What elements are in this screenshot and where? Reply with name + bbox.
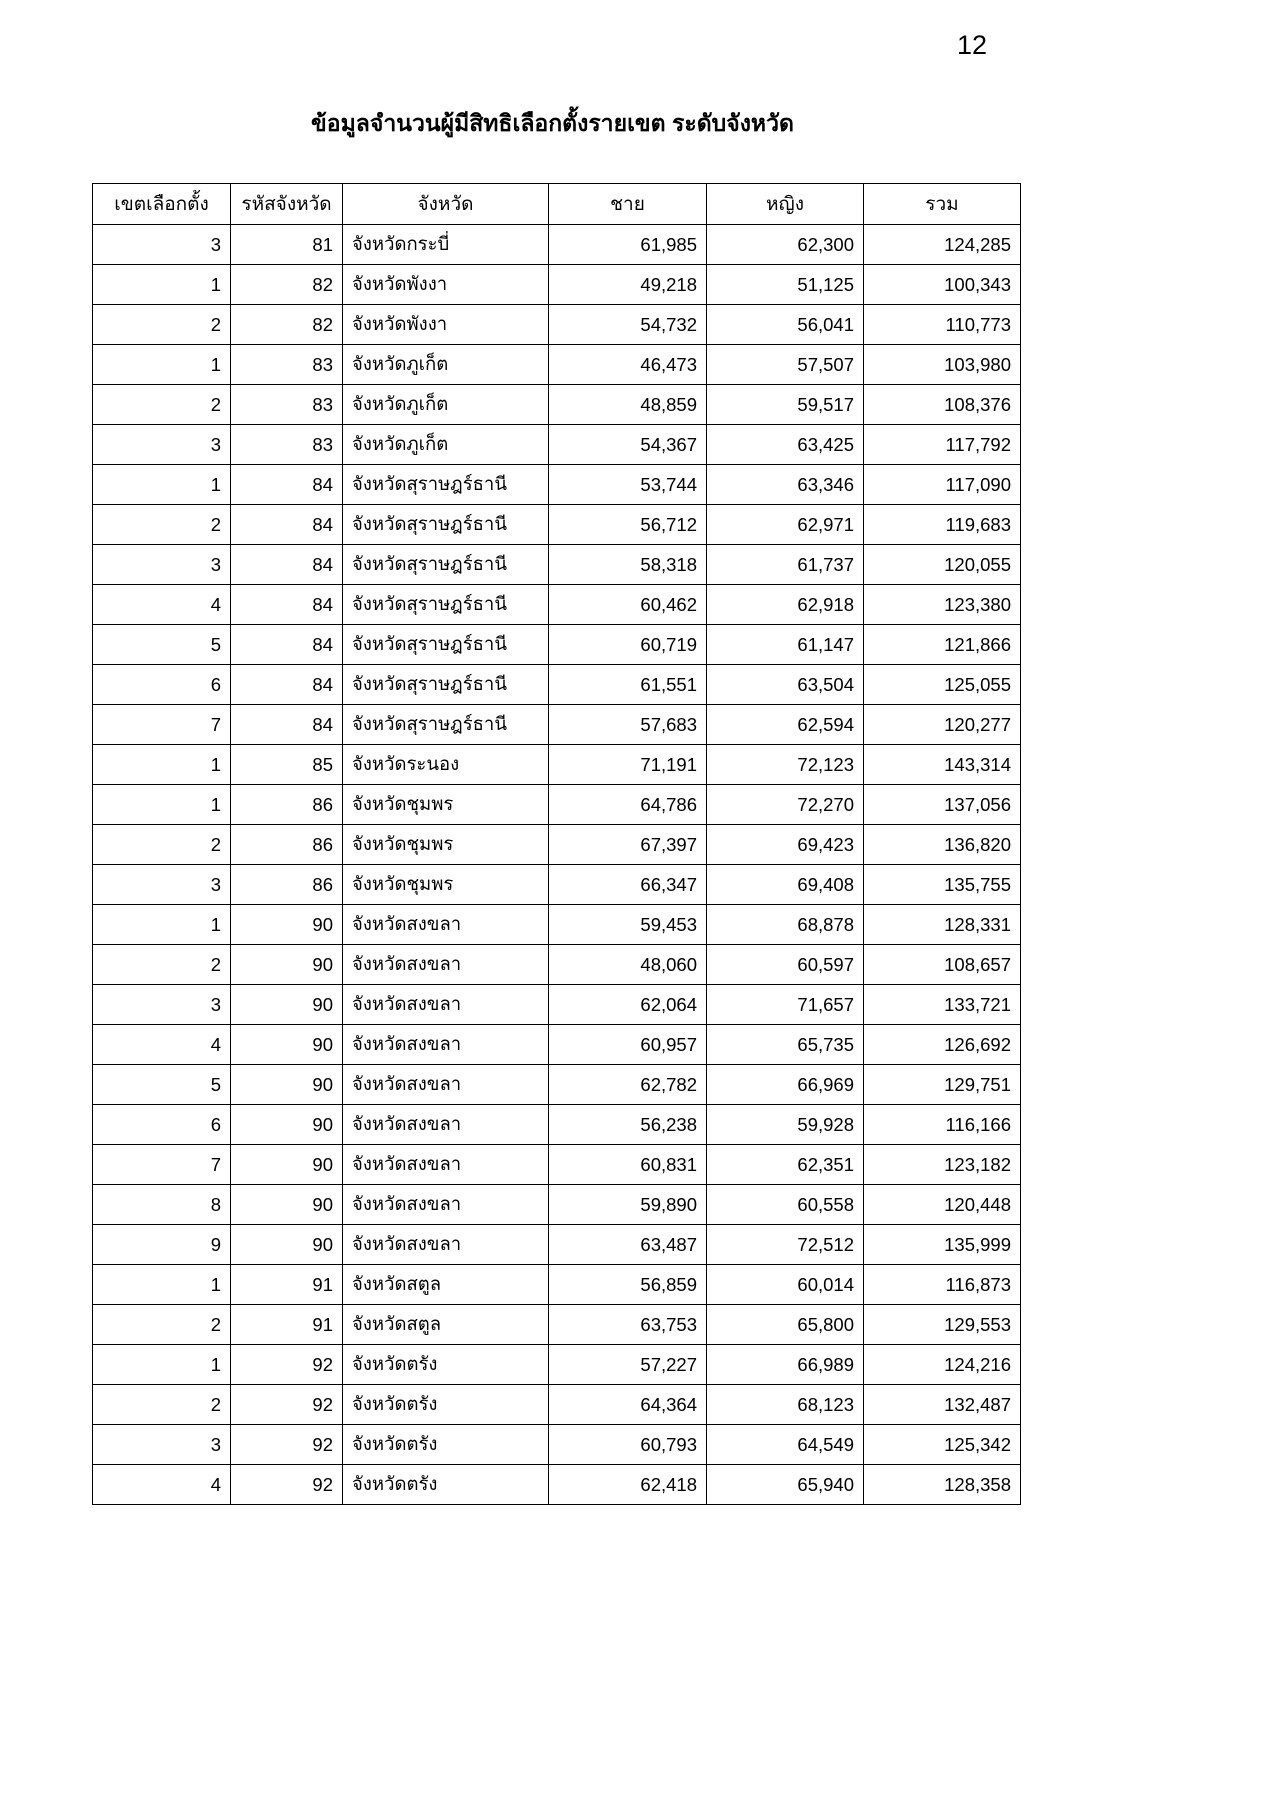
cell-total: 125,342 <box>864 1425 1021 1465</box>
cell-total: 128,331 <box>864 905 1021 945</box>
cell-province-code: 90 <box>231 1025 343 1065</box>
cell-male: 64,786 <box>549 785 707 825</box>
cell-province-code: 90 <box>231 1065 343 1105</box>
table-row <box>93 1265 1021 1305</box>
table-row <box>93 1345 1021 1385</box>
table-row <box>93 305 1021 345</box>
cell-province-code: 91 <box>231 1265 343 1305</box>
cell-province-code: 90 <box>231 1185 343 1225</box>
cell-female: 61,737 <box>707 545 864 585</box>
cell-female: 65,940 <box>707 1465 864 1505</box>
cell-female: 72,270 <box>707 785 864 825</box>
cell-total: 133,721 <box>864 985 1021 1025</box>
cell-province: จังหวัดตรัง <box>343 1465 549 1505</box>
cell-province-code: 86 <box>231 825 343 865</box>
cell-electoral-zone: 1 <box>93 465 231 505</box>
cell-province-code: 84 <box>231 625 343 665</box>
cell-electoral-zone: 2 <box>93 305 231 345</box>
cell-province: จังหวัดระนอง <box>343 745 549 785</box>
cell-male: 57,227 <box>549 1345 707 1385</box>
cell-province: จังหวัดสุราษฎร์ธานี <box>343 625 549 665</box>
cell-electoral-zone: 2 <box>93 385 231 425</box>
cell-electoral-zone: 3 <box>93 545 231 585</box>
cell-province: จังหวัดกระบี่ <box>343 225 549 265</box>
cell-province-code: 90 <box>231 905 343 945</box>
cell-electoral-zone: 7 <box>93 1145 231 1185</box>
cell-province-code: 92 <box>231 1425 343 1465</box>
cell-male: 56,712 <box>549 505 707 545</box>
cell-province: จังหวัดชุมพร <box>343 865 549 905</box>
cell-total: 110,773 <box>864 305 1021 345</box>
cell-province: จังหวัดสงขลา <box>343 1105 549 1145</box>
column-header-electoral-zone: เขตเลือกตั้ง <box>93 184 231 225</box>
cell-total: 135,755 <box>864 865 1021 905</box>
cell-total: 128,358 <box>864 1465 1021 1505</box>
cell-male: 63,753 <box>549 1305 707 1345</box>
cell-province-code: 84 <box>231 465 343 505</box>
cell-female: 72,123 <box>707 745 864 785</box>
cell-province-code: 81 <box>231 225 343 265</box>
cell-electoral-zone: 6 <box>93 665 231 705</box>
cell-province-code: 92 <box>231 1465 343 1505</box>
cell-female: 69,423 <box>707 825 864 865</box>
cell-female: 62,918 <box>707 585 864 625</box>
cell-electoral-zone: 2 <box>93 825 231 865</box>
cell-female: 63,346 <box>707 465 864 505</box>
page-title: ข้อมูลจำนวนผู้มีสิทธิเลือกตั้งรายเขต ระดับจังหวัด <box>311 110 794 136</box>
cell-province-code: 84 <box>231 665 343 705</box>
cell-province: จังหวัดสุราษฎร์ธานี <box>343 705 549 745</box>
cell-total: 116,166 <box>864 1105 1021 1145</box>
cell-female: 69,408 <box>707 865 864 905</box>
table-row <box>93 385 1021 425</box>
cell-province: จังหวัดสงขลา <box>343 1185 549 1225</box>
table-row <box>93 225 1021 265</box>
cell-female: 56,041 <box>707 305 864 345</box>
cell-province-code: 90 <box>231 1145 343 1185</box>
cell-female: 62,300 <box>707 225 864 265</box>
table-row <box>93 345 1021 385</box>
cell-electoral-zone: 1 <box>93 1345 231 1385</box>
cell-province-code: 85 <box>231 745 343 785</box>
table-row <box>93 1185 1021 1225</box>
cell-female: 63,504 <box>707 665 864 705</box>
cell-total: 129,553 <box>864 1305 1021 1345</box>
table-header-row <box>93 184 1021 225</box>
cell-female: 62,971 <box>707 505 864 545</box>
cell-electoral-zone: 1 <box>93 905 231 945</box>
cell-electoral-zone: 3 <box>93 865 231 905</box>
cell-total: 123,182 <box>864 1145 1021 1185</box>
cell-total: 108,657 <box>864 945 1021 985</box>
cell-male: 48,859 <box>549 385 707 425</box>
cell-male: 54,367 <box>549 425 707 465</box>
cell-electoral-zone: 9 <box>93 1225 231 1265</box>
cell-female: 61,147 <box>707 625 864 665</box>
cell-province: จังหวัดสงขลา <box>343 1065 549 1105</box>
cell-province: จังหวัดสงขลา <box>343 1225 549 1265</box>
cell-female: 59,517 <box>707 385 864 425</box>
cell-total: 100,343 <box>864 265 1021 305</box>
cell-province-code: 90 <box>231 985 343 1025</box>
cell-male: 63,487 <box>549 1225 707 1265</box>
table-row <box>93 545 1021 585</box>
cell-province-code: 92 <box>231 1345 343 1385</box>
voter-data-table <box>92 183 1021 1505</box>
cell-electoral-zone: 5 <box>93 1065 231 1105</box>
cell-male: 66,347 <box>549 865 707 905</box>
cell-female: 51,125 <box>707 265 864 305</box>
cell-province: จังหวัดสุราษฎร์ธานี <box>343 665 549 705</box>
table-row <box>93 585 1021 625</box>
cell-male: 64,364 <box>549 1385 707 1425</box>
cell-male: 60,831 <box>549 1145 707 1185</box>
cell-male: 60,957 <box>549 1025 707 1065</box>
table-row <box>93 665 1021 705</box>
cell-male: 60,793 <box>549 1425 707 1465</box>
cell-electoral-zone: 1 <box>93 265 231 305</box>
cell-total: 124,216 <box>864 1345 1021 1385</box>
table-row <box>93 985 1021 1025</box>
cell-female: 65,735 <box>707 1025 864 1065</box>
cell-electoral-zone: 6 <box>93 1105 231 1145</box>
cell-total: 125,055 <box>864 665 1021 705</box>
table-row <box>93 1465 1021 1505</box>
table-row <box>93 1025 1021 1065</box>
column-header-male: ชาย <box>549 184 707 225</box>
table-row <box>93 905 1021 945</box>
cell-province-code: 86 <box>231 865 343 905</box>
table-row <box>93 785 1021 825</box>
cell-male: 62,064 <box>549 985 707 1025</box>
table-row <box>93 705 1021 745</box>
cell-total: 120,448 <box>864 1185 1021 1225</box>
cell-electoral-zone: 1 <box>93 1265 231 1305</box>
cell-electoral-zone: 3 <box>93 425 231 465</box>
cell-province-code: 82 <box>231 305 343 345</box>
cell-total: 136,820 <box>864 825 1021 865</box>
column-header-female: หญิง <box>707 184 864 225</box>
table-row <box>93 1385 1021 1425</box>
cell-province-code: 83 <box>231 425 343 465</box>
cell-female: 62,351 <box>707 1145 864 1185</box>
cell-male: 58,318 <box>549 545 707 585</box>
cell-electoral-zone: 7 <box>93 705 231 745</box>
cell-province: จังหวัดภูเก็ต <box>343 345 549 385</box>
cell-province-code: 86 <box>231 785 343 825</box>
cell-electoral-zone: 4 <box>93 585 231 625</box>
cell-electoral-zone: 8 <box>93 1185 231 1225</box>
cell-male: 67,397 <box>549 825 707 865</box>
page-number: 12 <box>956 30 987 60</box>
cell-province: จังหวัดสตูล <box>343 1265 549 1305</box>
cell-province-code: 90 <box>231 1225 343 1265</box>
cell-total: 137,056 <box>864 785 1021 825</box>
cell-male: 60,462 <box>549 585 707 625</box>
cell-province: จังหวัดสุราษฎร์ธานี <box>343 465 549 505</box>
cell-total: 120,277 <box>864 705 1021 745</box>
cell-female: 72,512 <box>707 1225 864 1265</box>
cell-province: จังหวัดสงขลา <box>343 1145 549 1185</box>
cell-province: จังหวัดสตูล <box>343 1305 549 1345</box>
cell-province: จังหวัดสุราษฎร์ธานี <box>343 585 549 625</box>
cell-electoral-zone: 2 <box>93 1385 231 1425</box>
cell-province: จังหวัดตรัง <box>343 1385 549 1425</box>
cell-province: จังหวัดภูเก็ต <box>343 385 549 425</box>
cell-electoral-zone: 3 <box>93 985 231 1025</box>
cell-male: 46,473 <box>549 345 707 385</box>
cell-male: 48,060 <box>549 945 707 985</box>
column-header-province-code: รหัสจังหวัด <box>231 184 343 225</box>
cell-total: 123,380 <box>864 585 1021 625</box>
table-row <box>93 425 1021 465</box>
cell-electoral-zone: 3 <box>93 225 231 265</box>
cell-total: 135,999 <box>864 1225 1021 1265</box>
cell-female: 65,800 <box>707 1305 864 1345</box>
cell-electoral-zone: 1 <box>93 785 231 825</box>
cell-female: 68,123 <box>707 1385 864 1425</box>
table-row <box>93 465 1021 505</box>
table-row <box>93 1305 1021 1345</box>
cell-total: 129,751 <box>864 1065 1021 1105</box>
cell-female: 60,558 <box>707 1185 864 1225</box>
table-row <box>93 1145 1021 1185</box>
cell-province: จังหวัดสุราษฎร์ธานี <box>343 505 549 545</box>
table-row <box>93 1425 1021 1465</box>
cell-total: 108,376 <box>864 385 1021 425</box>
cell-total: 117,090 <box>864 465 1021 505</box>
column-header-total: รวม <box>864 184 1021 225</box>
cell-province-code: 83 <box>231 385 343 425</box>
cell-electoral-zone: 4 <box>93 1025 231 1065</box>
cell-female: 68,878 <box>707 905 864 945</box>
cell-province: จังหวัดสงขลา <box>343 985 549 1025</box>
cell-electoral-zone: 2 <box>93 1305 231 1345</box>
cell-female: 66,969 <box>707 1065 864 1105</box>
cell-female: 71,657 <box>707 985 864 1025</box>
table-row <box>93 265 1021 305</box>
cell-male: 56,238 <box>549 1105 707 1145</box>
cell-province: จังหวัดสงขลา <box>343 905 549 945</box>
cell-province-code: 82 <box>231 265 343 305</box>
cell-province-code: 90 <box>231 1105 343 1145</box>
cell-province: จังหวัดพังงา <box>343 265 549 305</box>
cell-male: 62,782 <box>549 1065 707 1105</box>
cell-male: 54,732 <box>549 305 707 345</box>
table-row <box>93 865 1021 905</box>
table-row <box>93 945 1021 985</box>
cell-male: 59,890 <box>549 1185 707 1225</box>
cell-female: 66,989 <box>707 1345 864 1385</box>
table-row <box>93 825 1021 865</box>
table-row <box>93 505 1021 545</box>
cell-total: 124,285 <box>864 225 1021 265</box>
cell-male: 61,551 <box>549 665 707 705</box>
cell-female: 57,507 <box>707 345 864 385</box>
table-row <box>93 745 1021 785</box>
cell-electoral-zone: 2 <box>93 505 231 545</box>
cell-total: 143,314 <box>864 745 1021 785</box>
table-row <box>93 625 1021 665</box>
cell-province: จังหวัดสุราษฎร์ธานี <box>343 545 549 585</box>
cell-female: 64,549 <box>707 1425 864 1465</box>
cell-male: 56,859 <box>549 1265 707 1305</box>
cell-female: 59,928 <box>707 1105 864 1145</box>
cell-total: 132,487 <box>864 1385 1021 1425</box>
cell-province-code: 84 <box>231 705 343 745</box>
table-row <box>93 1065 1021 1105</box>
cell-total: 119,683 <box>864 505 1021 545</box>
cell-male: 59,453 <box>549 905 707 945</box>
cell-female: 62,594 <box>707 705 864 745</box>
cell-male: 53,744 <box>549 465 707 505</box>
cell-total: 103,980 <box>864 345 1021 385</box>
cell-province: จังหวัดภูเก็ต <box>343 425 549 465</box>
cell-male: 62,418 <box>549 1465 707 1505</box>
cell-male: 57,683 <box>549 705 707 745</box>
cell-province: จังหวัดสงขลา <box>343 1025 549 1065</box>
cell-province-code: 84 <box>231 585 343 625</box>
cell-province: จังหวัดตรัง <box>343 1345 549 1385</box>
cell-province: จังหวัดพังงา <box>343 305 549 345</box>
cell-electoral-zone: 1 <box>93 345 231 385</box>
cell-male: 61,985 <box>549 225 707 265</box>
cell-province: จังหวัดชุมพร <box>343 785 549 825</box>
cell-female: 63,425 <box>707 425 864 465</box>
cell-electoral-zone: 5 <box>93 625 231 665</box>
cell-province-code: 84 <box>231 505 343 545</box>
voter-data-table-container <box>92 183 1020 1505</box>
cell-total: 126,692 <box>864 1025 1021 1065</box>
table-header <box>93 184 1021 225</box>
cell-province-code: 90 <box>231 945 343 985</box>
cell-male: 71,191 <box>549 745 707 785</box>
cell-female: 60,597 <box>707 945 864 985</box>
cell-electoral-zone: 4 <box>93 1465 231 1505</box>
cell-total: 120,055 <box>864 545 1021 585</box>
cell-electoral-zone: 1 <box>93 745 231 785</box>
cell-female: 60,014 <box>707 1265 864 1305</box>
cell-total: 117,792 <box>864 425 1021 465</box>
cell-electoral-zone: 3 <box>93 1425 231 1465</box>
table-body <box>93 225 1021 1505</box>
cell-total: 121,866 <box>864 625 1021 665</box>
cell-total: 116,873 <box>864 1265 1021 1305</box>
table-row <box>93 1105 1021 1145</box>
cell-province-code: 83 <box>231 345 343 385</box>
cell-male: 60,719 <box>549 625 707 665</box>
cell-male: 49,218 <box>549 265 707 305</box>
cell-electoral-zone: 2 <box>93 945 231 985</box>
cell-province: จังหวัดตรัง <box>343 1425 549 1465</box>
column-header-province: จังหวัด <box>343 184 549 225</box>
cell-province: จังหวัดชุมพร <box>343 825 549 865</box>
cell-province-code: 84 <box>231 545 343 585</box>
cell-province-code: 92 <box>231 1385 343 1425</box>
cell-province: จังหวัดสงขลา <box>343 945 549 985</box>
cell-province-code: 91 <box>231 1305 343 1345</box>
table-row <box>93 1225 1021 1265</box>
